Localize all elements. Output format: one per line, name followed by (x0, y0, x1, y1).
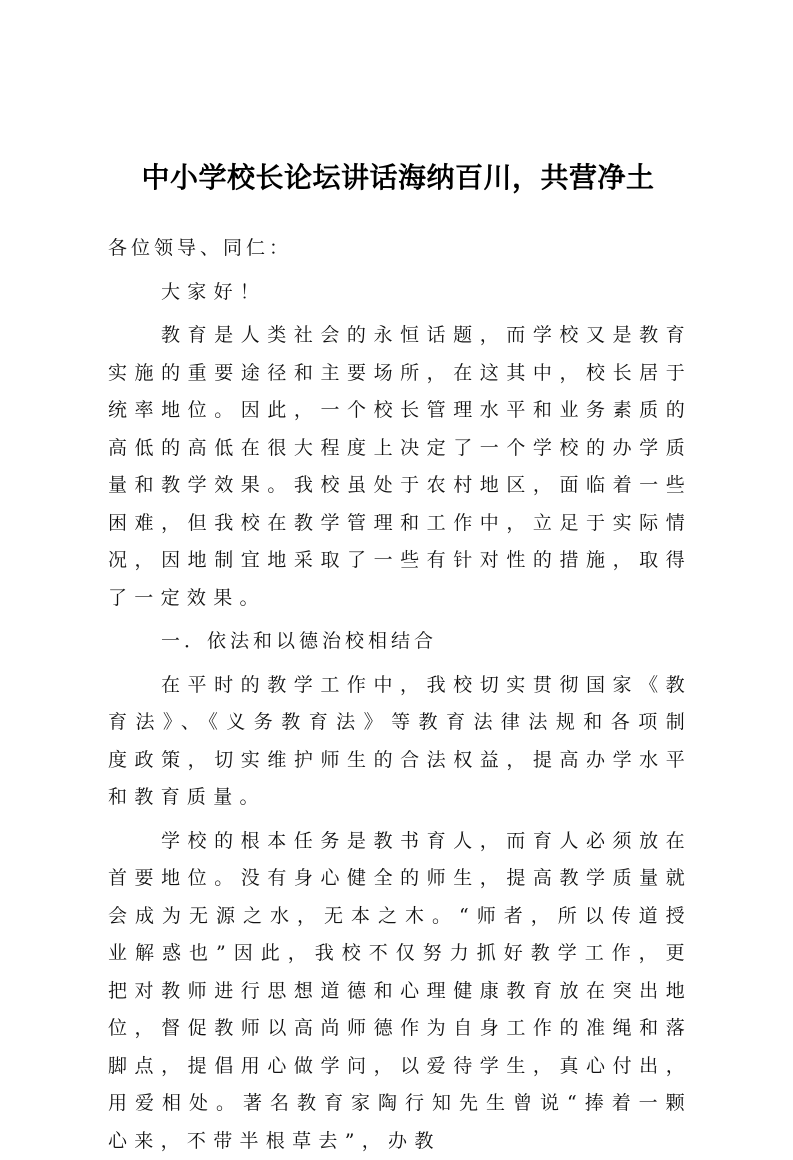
paragraph-law: 在平时的教学工作中，我校切实贯彻国家《教育法》、《义务教育法》等教育法律法规和各项制度政策，切实维护师生的合法权益，提高办学水平和教育质量。 (108, 667, 692, 817)
paragraph-morality: 学校的根本任务是教书育人，而育人必须放在首要地位。没有身心健全的师生，提高教学质量就会成为无源之水，无本之木。“师者，所以传道授业解惑也”因此，我校不仅努力抓好教学工作，更把对教师进行思想道德和心理健康教育放在突出地位，督促教师以高尚师德作为自身工作的准绳和落脚点，提倡用心做学问，以爱待学生，真心付出，用爱相处。著名教育家陶行知先生曾说“捧着一颗心来，不带半根草去”，办教 (108, 823, 692, 1160)
document-title: 中小学校长论坛讲话海纳百川，共营净土 (108, 158, 688, 198)
salutation: 各位领导、同仁： (108, 230, 692, 268)
document-body (108, 230, 692, 1160)
section-heading-1: 一．依法和以德治校相结合 (108, 623, 692, 661)
paragraph-intro: 教育是人类社会的永恒话题，而学校又是教育实施的重要途径和主要场所，在这其中，校长居于统率地位。因此，一个校长管理水平和业务素质的高低的高低在很大程度上决定了一个学校的办学质量和教学效果。我校虽处于农村地区，面临着一些困难，但我校在教学管理和工作中，立足于实际情况，因地制宜地采取了一些有针对性的措施，取得了一定效果。 (108, 317, 692, 617)
greeting: 大家好！ (108, 274, 692, 312)
